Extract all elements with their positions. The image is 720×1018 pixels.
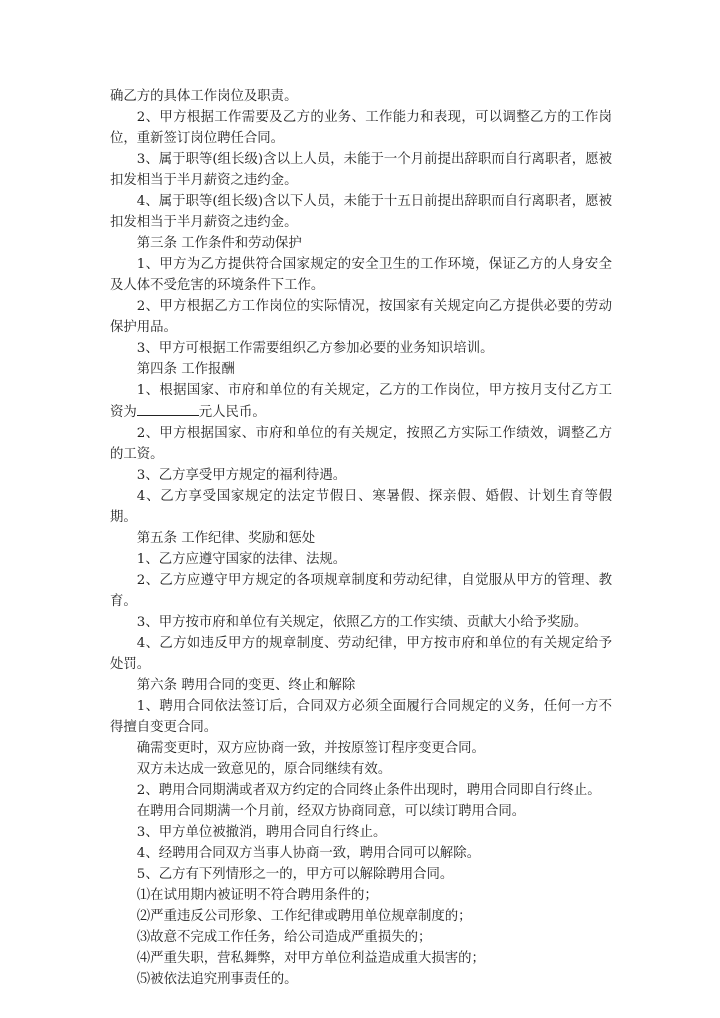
- paragraph: 2、甲方根据工作需要及乙方的业务、工作能力和表现，可以调整乙方的工作岗位，重新签订岗位聘任合同。: [110, 110, 612, 146]
- paragraph: 4、经聘用合同双方当事人协商一致，聘用合同可以解除。: [136, 846, 481, 861]
- paragraph: 确需变更时，双方应协商一致，并按原签订程序变更合同。: [136, 741, 485, 756]
- paragraph: 4、乙方如违反甲方的规章制度、劳动纪律，甲方按市府和单位的有关规定给予处罚。: [110, 636, 612, 672]
- salary-text-after: 元人民币。: [198, 405, 266, 420]
- paragraph: 1、乙方应遵守国家的法律、法规。: [136, 552, 347, 567]
- salary-text-before: 1、根据国家、市府和单位的有关规定，乙方的工作岗位，甲方按月支付乙方工资为: [110, 383, 612, 420]
- paragraph: 2、甲方根据乙方工作岗位的实际情况，按国家有关规定向乙方提供必要的劳动保护用品。: [110, 299, 612, 335]
- list-item: ⑷严重失职，营私舞弊，对甲方单位利益造成重大损害的；: [136, 951, 485, 966]
- section-heading: 第六条 聘用合同的变更、终止和解除: [136, 678, 356, 693]
- paragraph: 5、乙方有下列情形之一的，甲方可以解除聘用合同。: [136, 867, 454, 882]
- paragraph: 2、甲方根据国家、市府和单位的有关规定，按照乙方实际工作绩效，调整乙方的工资。: [110, 426, 612, 462]
- paragraph: 2、聘用合同期满或者双方约定的合同终止条件出现时，聘用合同即自行终止。: [136, 783, 601, 798]
- section-heading: 第三条 工作条件和劳动保护: [136, 236, 302, 251]
- list-item: ⑵严重违反公司形象、工作纪律或聘用单位规章制度的；: [136, 909, 472, 924]
- list-item: ⑴在试用期内被证明不符合聘用条件的；: [136, 888, 378, 903]
- paragraph: 2、乙方应遵守甲方规定的各项规章制度和劳动纪律，自觉服从甲方的管理、教育。: [110, 573, 612, 609]
- paragraph: 3、乙方享受甲方规定的福利待遇。: [136, 468, 347, 483]
- paragraph: 3、属于职等(组长级)含以上人员，未能于一个月前提出辞职而自行离职者，愿被扣发相当于半月薪资之违约金。: [110, 152, 612, 188]
- paragraph: 1、甲方为乙方提供符合国家规定的安全卫生的工作环境，保证乙方的人身安全及人体不受危害的环境条件下工作。: [110, 257, 612, 293]
- paragraph: 1、聘用合同依法签订后，合同双方必须全面履行合同规定的义务，任何一方不得擅自变更合同。: [110, 699, 612, 735]
- document-body: [110, 86, 612, 990]
- list-item: ⑸被依法追究刑事责任的。: [136, 972, 298, 987]
- salary-blank-field: [137, 401, 199, 416]
- section-heading: 第五条 工作纪律、奖励和惩处: [136, 531, 316, 546]
- paragraph: 确乙方的具体工作岗位及职责。: [110, 89, 298, 104]
- paragraph: 3、甲方按市府和单位有关规定，依照乙方的工作实绩、贡献大小给予奖励。: [136, 615, 588, 630]
- paragraph: 4、属于职等(组长级)含以下人员，未能于十五日前提出辞职而自行离职者，愿被扣发相当于半月薪资之违约金。: [110, 194, 612, 230]
- list-item: ⑶故意不完成工作任务，给公司造成严重损失的；: [136, 930, 432, 945]
- paragraph: 3、甲方单位被撤消，聘用合同自行终止。: [136, 825, 387, 840]
- paragraph: 3、甲方可根据工作需要组织乙方参加必要的业务知识培训。: [136, 341, 494, 356]
- salary-paragraph: [110, 380, 612, 423]
- section-heading: 第四条 工作报酬: [136, 362, 235, 377]
- paragraph: 在聘用合同期满一个月前，经双方协商同意，可以续订聘用合同。: [136, 804, 526, 819]
- paragraph: 4、乙方享受国家规定的法定节假日、寒暑假、探亲假、婚假、计划生育等假期。: [110, 489, 612, 525]
- paragraph: 双方未达成一致意见的，原合同继续有效。: [136, 762, 392, 777]
